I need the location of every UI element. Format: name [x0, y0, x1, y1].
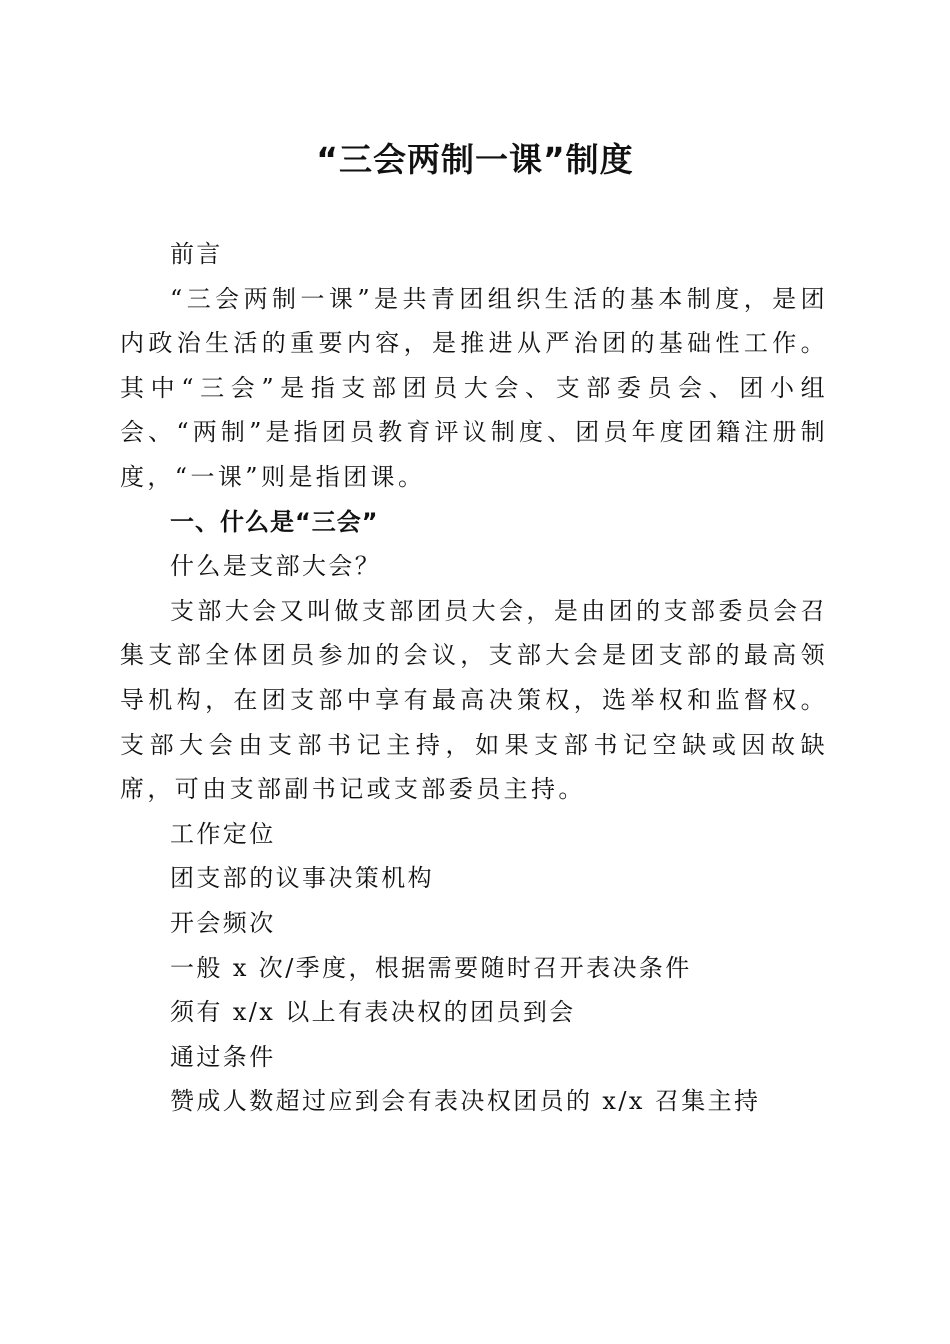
branch-meeting-paragraph: 支部大会又叫做支部团员大会，是由团的支部委员会召集支部全体团员参加的会议，支部大会是团支部的最高领导机构，在团支部中享有最高决策权，选举权和监督权。支部大会由支部书记主持，如果支部书记空缺或因故缺席，可由支部副书记或支部委员主持。: [120, 596, 828, 804]
preface-paragraph: “三会两制一课”是共青团组织生活的基本制度，是团内政治生活的重要内容，是推进从严治团的基础性工作。其中“三会”是指支部团员大会、支部委员会、团小组会、“两制”是指团员教育评议制度、团员年度团籍注册制度，“一课”则是指团课。: [120, 284, 828, 491]
preface-label: 前言: [170, 240, 223, 268]
pass-condition-value: 赞成人数超过应到会有表决权团员的 x/x 召集主持: [170, 1087, 761, 1116]
pass-condition-label: 通过条件: [170, 1042, 276, 1071]
work-position-value: 团支部的议事决策机构: [170, 864, 434, 893]
quorum-condition: 须有 x/x 以上有表决权的团员到会: [170, 998, 576, 1027]
document-body: [120, 232, 828, 1124]
work-position-label: 工作定位: [170, 819, 276, 848]
question-branch-meeting: 什么是支部大会？: [170, 552, 382, 581]
section-heading-three-meetings: 一、什么是“三会”: [170, 507, 379, 536]
document-title: “三会两制一课”制度: [316, 140, 634, 179]
meeting-frequency-value: 一般 x 次/季度，根据需要随时召开表决条件: [170, 953, 692, 982]
meeting-frequency-label: 开会频次: [170, 908, 276, 937]
